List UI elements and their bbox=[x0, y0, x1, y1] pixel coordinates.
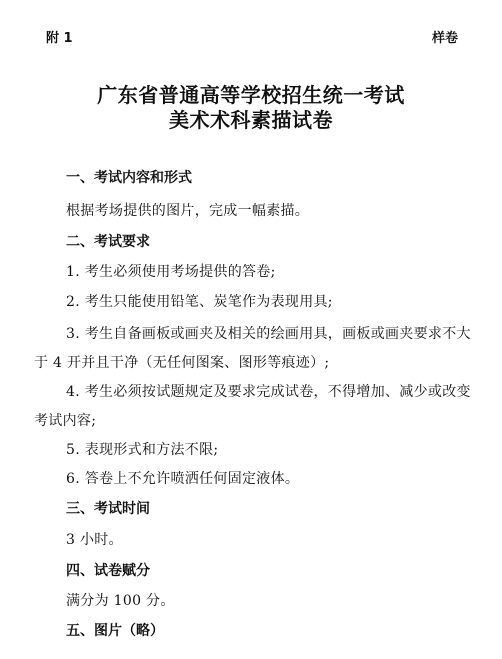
requirement-item-3: 3. 考生自备画板或画夹及相关的绘画用具，画板或画夹要求不大于 4 开并且干净（无任何图案、图形等痕迹）; bbox=[34, 326, 471, 371]
document-title-line-1: 广东省普通高等学校招生统一考试 bbox=[97, 83, 405, 107]
requirement-item-2: 2. 考生只能使用铅笔、炭笔作为表现用具; bbox=[66, 294, 333, 310]
appendix-label: 附 1 bbox=[46, 31, 73, 46]
section-paragraph: 根据考场提供的图片，完成一幅素描。 bbox=[66, 203, 310, 219]
requirement-item-5: 5. 表现形式和方法不限; bbox=[66, 442, 219, 458]
section-heading-content-form: 一、考试内容和形式 bbox=[66, 170, 192, 186]
requirement-item-6: 6. 答卷上不允许喷洒任何固定液体。 bbox=[66, 471, 300, 487]
section-heading-picture: 五、图片（略） bbox=[66, 623, 164, 639]
requirement-item-4: 4. 考生必须按试题规定及要求完成试卷，不得增加、减少或改变考试内容; bbox=[34, 384, 471, 429]
section-heading-score: 四、试卷赋分 bbox=[66, 563, 150, 579]
requirement-item-1: 1. 考生必须使用考场提供的答卷; bbox=[66, 264, 276, 280]
section-heading-requirements: 二、考试要求 bbox=[66, 234, 150, 250]
section-paragraph: 3 小时。 bbox=[66, 532, 123, 548]
document-title-line-2: 美术术科素描试卷 bbox=[169, 108, 333, 132]
section-heading-exam-time: 三、考试时间 bbox=[66, 501, 150, 517]
section-paragraph: 满分为 100 分。 bbox=[66, 593, 175, 609]
sample-label: 样卷 bbox=[431, 31, 458, 46]
